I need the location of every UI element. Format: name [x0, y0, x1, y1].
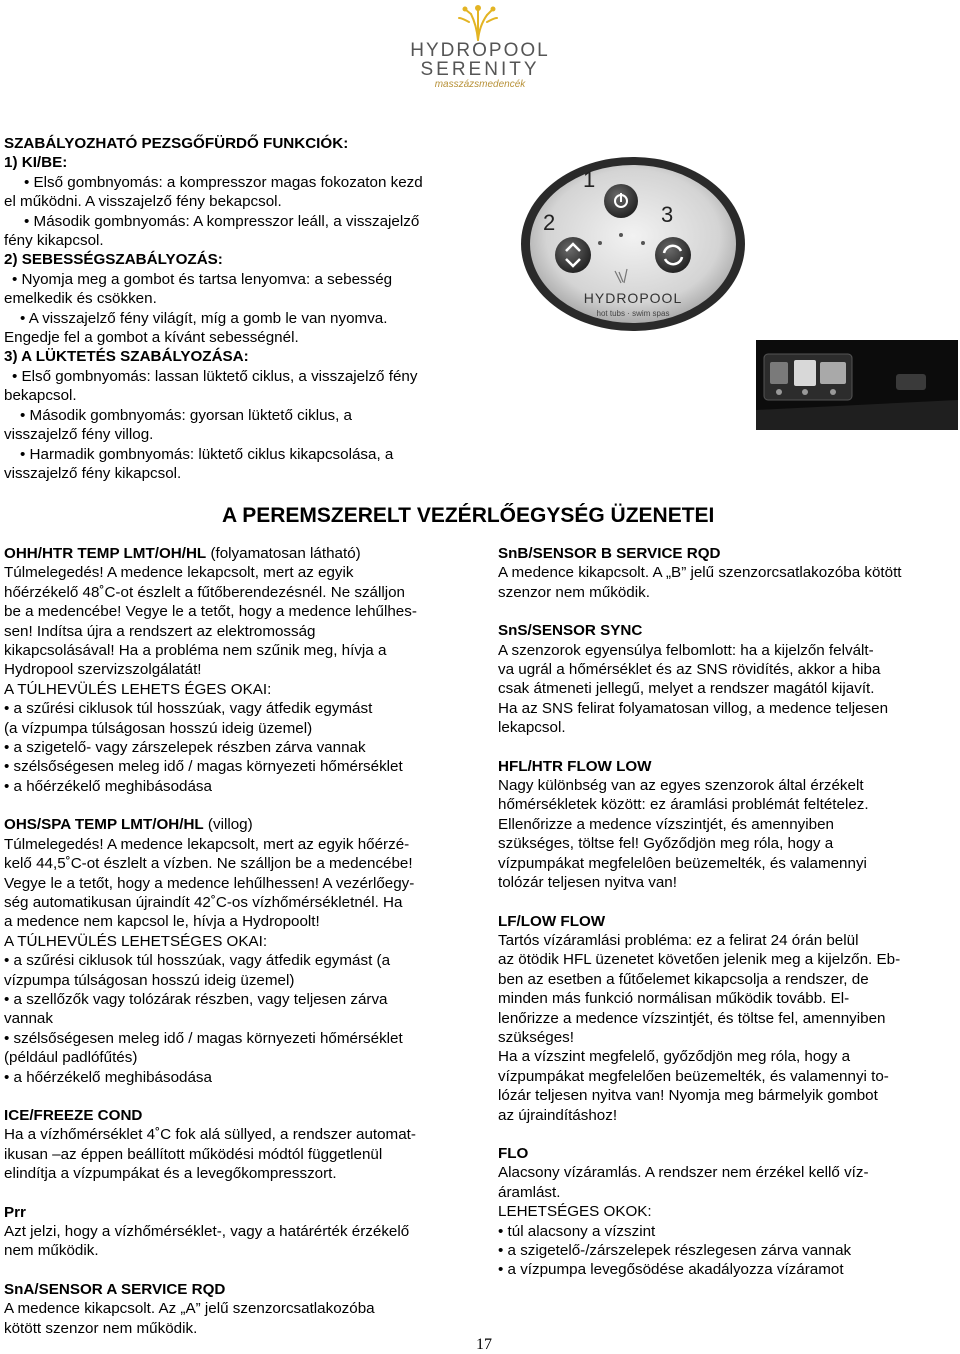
lf-line: minden más funkció normálisan működik tovább. El-: [498, 990, 850, 1008]
pulse-button: [655, 237, 691, 273]
pulse-line: • Harmadik gombnyomás: lüktető ciklus kikapcsolása, a: [20, 445, 394, 463]
speed-line: • A visszajelző fény világít, míg a gomb le van nyomva.: [20, 309, 388, 327]
ohs-line: vízpumpa túlságosan hosszú ideig üzemel): [4, 971, 295, 989]
flo-line: LEHETSÉGES OKOK:: [498, 1203, 652, 1221]
pulse-line: bekapcsol.: [4, 387, 77, 405]
panel-tagline: hot tubs · swim spas: [596, 309, 670, 318]
sns-line: Ha az SNS felirat folyamatosan villog, a medence teljesen: [498, 699, 889, 717]
lf-line: lenőrizze a medence vízszintjét, és töltse fel, amennyiben: [498, 1009, 886, 1027]
topside-controller-image: [756, 340, 958, 430]
panel-brand: HYDROPOOL: [583, 290, 683, 306]
hydropool-logo: [400, 0, 560, 100]
prr-heading: Prr: [4, 1203, 26, 1221]
ohs-line: ség automatikusan újraindít 42˚C-os vízhőmérsékletnél. Ha: [4, 893, 403, 911]
lf-heading: LF/LOW FLOW: [498, 912, 606, 930]
ohh-line: A TÚLHEVÜLÉS LEHETS ÉGES OKAI:: [4, 680, 272, 698]
ohh-heading: OHH/HTR TEMP LMT/OH/HL: [4, 545, 207, 562]
on-off-line: fény kikapcsol.: [4, 232, 104, 250]
on-off-heading: 1) KI/BE:: [4, 154, 68, 172]
prr-line: nem működik.: [4, 1242, 99, 1260]
panel-number-2: 2: [543, 210, 556, 235]
ohh-line: (a vízpumpa túlságosan hosszú ideig üzemel): [4, 719, 313, 737]
functions-section: [4, 134, 480, 483]
logo-text-serenity: SERENITY: [420, 59, 540, 80]
ohs-line: • szélsőségesen meleg idő / magas környezeti hőmérséklet: [4, 1029, 403, 1047]
hfl-line: vízpumpákat megfelelôen beüzemelték, és valamennyi: [498, 854, 867, 872]
sns-line: lekapcsol.: [498, 719, 566, 737]
speed-line: Engedje fel a gombot a kívánt sebességnél.: [4, 329, 299, 347]
ohh-line: Hydropool szervizszolgálatát!: [4, 661, 202, 679]
flo-line: • a szigetelő-/zárszelepek részlegesen zárva vannak: [498, 1242, 852, 1259]
ohh-line: Túlmelegedés! A medence lekapcsolt, mert az egyik: [4, 564, 354, 582]
hfl-line: hőmérsékletek között: ez áramlási problémát feltételez.: [498, 796, 869, 814]
sns-line: va ugrál a hőmérséklet és az SNS rövidítés, akkor a hiba: [498, 661, 881, 679]
logo-subtitle: masszázsmedencék: [434, 79, 526, 90]
lf-line: Ha a vízszint megfelelő, győződjön meg róla, hogy a: [498, 1048, 851, 1066]
ohh-line: • szélsőségesen meleg idő / magas környezeti hőmérséklet: [4, 758, 403, 776]
ohh-line: hőérzékelő 48˚C-ot észlelt a fűtőberendezésnél. Ne szálljon: [4, 583, 406, 601]
panel-number-1: 1: [583, 167, 596, 192]
functions-title: SZABÁLYOZHATÓ PEZSGŐFÜRDŐ FUNKCIÓK:: [4, 135, 349, 152]
lf-line: vízpumpákat megfelelően beüzemelték, és valamennyi to-: [498, 1067, 889, 1085]
ohs-line: Vegye le a tetőt, hogy a medence lehűlhessen! A vezérlőegy-: [4, 874, 415, 892]
sns-line: A szenzorok egyensúlya felbomlott: ha a kijelzőn felvált-: [498, 641, 874, 659]
sns-heading: SnS/SENSOR SYNC: [498, 622, 643, 640]
pulse-heading: 3) A LÜKTETÉS SZABÁLYOZÁSA:: [4, 348, 249, 366]
on-off-line: el működni. A visszajelző fény bekapcsol.: [4, 193, 282, 211]
prr-line: Azt jelzi, hogy a vízhőmérséklet-, vagy a határérték érzékelő: [4, 1223, 410, 1240]
hfl-heading: HFL/HTR FLOW LOW: [498, 757, 652, 775]
ohs-line: • a hőérzékelő meghibásodása: [4, 1068, 212, 1086]
pulse-line: visszajelző fény kikapcsol.: [4, 464, 182, 482]
snb-line: szenzor nem működik.: [498, 583, 650, 601]
logo-text-hydropool: HYDROPOOL: [410, 40, 550, 61]
speed-line: emelkedik és csökken.: [4, 290, 157, 308]
ice-heading: ICE/FREEZE COND: [4, 1106, 143, 1124]
ice-line: ikusan –az éppen beállított működési módtól függetlenül: [4, 1145, 383, 1163]
ohs-line: (például padlófűtés): [4, 1049, 138, 1067]
left-column: [4, 544, 470, 1338]
ohh-line: be a medencébe! Vegye le a tetőt, hogy a medence lehűlhes-: [4, 603, 417, 621]
ohh-line: • a szűrési ciklusok túl hosszúak, vagy átfedik egymást: [4, 700, 373, 718]
on-off-line: • Második gombnyomás: A kompresszor leáll, a visszajelző: [24, 212, 420, 230]
control-panel-image: [521, 157, 746, 332]
speed-heading: 2) SEBESSÉGSZABÁLYOZÁS:: [4, 251, 223, 269]
flo-line: • túl alacsony a vízszint: [498, 1222, 656, 1240]
ohs-line: a medence nem kapcsol le, hívja a Hydropoolt!: [4, 913, 320, 931]
section-heading: A PEREMSZERELT VEZÉRLŐEGYSÉG ÜZENETEI: [222, 504, 715, 527]
ohh-line: kikapcsolásával! Ha a probléma nem szűnik meg, hívja a: [4, 642, 387, 660]
ohh-line: • a hőérzékelő meghibásodása: [4, 777, 212, 795]
panel-number-3: 3: [661, 202, 674, 227]
ohs-line: • a szűrési ciklusok túl hosszúak, vagy átfedik egymást (a: [4, 952, 391, 970]
flo-line: • a vízpumpa levegősödése akadályozza vízáramot: [498, 1261, 844, 1279]
hfl-line: szükséges, töltse fel! Győződjön meg róla, hogy a: [498, 835, 834, 853]
sna-line: kötött szenzor nem működik.: [4, 1319, 198, 1337]
flo-heading: FLO: [498, 1144, 529, 1162]
ohs-line: Túlmelegedés! A medence lekapcsolt, mert az egyik hőérzé-: [4, 835, 410, 853]
right-column: [498, 544, 958, 1280]
ohh-heading-note: (folyamatosan látható): [206, 545, 361, 562]
hfl-line: tolózár teljesen nyitva van!: [498, 874, 677, 892]
ohh-line: • a szigetelő- vagy zárszelepek részben zárva vannak: [4, 739, 366, 757]
snb-heading: SnB/SENSOR B SERVICE RQD: [498, 545, 721, 562]
page-number: 17: [476, 1336, 492, 1353]
hfl-line: Nagy különbség van az egyes szenzorok által érzékelt: [498, 777, 864, 795]
lf-line: ben az esetben a fűtőelemet kikapcsolja a rendszer, de: [498, 970, 869, 988]
sna-heading: SnA/SENSOR A SERVICE RQD: [4, 1280, 226, 1298]
ice-line: Ha a vízhőmérséklet 4˚C fok alá süllyed, a rendszer automat-: [4, 1126, 416, 1144]
ohs-line: A TÚLHEVÜLÉS LEHETSÉGES OKAI:: [4, 932, 268, 950]
pulse-line: • Első gombnyomás: lassan lüktető ciklus, a visszajelző fény: [12, 367, 418, 385]
ohs-heading: OHS/SPA TEMP LMT/OH/HL: [4, 816, 204, 834]
lf-line: Tartós vízáramlási probléma: ez a felirat 24 órán belül: [498, 931, 859, 949]
lf-line: szükséges!: [498, 1028, 574, 1046]
ohs-line: kelő 44,5˚C-ot észlelt a vízben. Ne szálljon be a medencébe!: [4, 855, 413, 873]
flo-line: Alacsony vízáramlás. A rendszer nem érzékel kellő víz-: [498, 1164, 869, 1182]
speed-line: • Nyomja meg a gombot és tartsa lenyomva: a sebesség: [12, 270, 393, 288]
flo-line: áramlást.: [498, 1183, 561, 1201]
sns-line: csak átmeneti jellegű, melyet a rendszer magától kijavít.: [498, 680, 875, 698]
lf-line: az újraindításhoz!: [498, 1106, 618, 1124]
pulse-line: visszajelző fény villog.: [4, 426, 154, 444]
ohs-line: • a szellőzők vagy tolózárak részben, vagy teljesen zárva: [4, 990, 388, 1008]
starburst-logo-icon: [453, 2, 503, 42]
lf-line: lózár teljesen nyitva van! Nyomja meg bármelyik gombot: [498, 1087, 878, 1105]
ohs-heading-note: (villog): [203, 816, 253, 834]
hfl-line: Ellenőrizze a medence vízszintjét, és amennyiben: [498, 815, 834, 833]
ohh-line: sen! Indítsa újra a rendszert az elektromosság: [4, 622, 316, 640]
snb-line: A medence kikapcsolt. A „B” jelű szenzorcsatlakozóba kötött: [498, 564, 902, 582]
ohs-line: vannak: [4, 1010, 53, 1028]
sna-line: A medence kikapcsolt. Az „A” jelű szenzorcsatlakozóba: [4, 1300, 375, 1318]
lf-line: az ötödik HFL üzenetet követően jelenik meg a kijelzőn. Eb-: [498, 951, 901, 969]
pulse-line: • Második gombnyomás: gyorsan lüktető ciklus, a: [20, 406, 352, 424]
ice-line: elindítja a vízpumpákat és a levegőkompresszort.: [4, 1165, 337, 1183]
on-off-line: • Első gombnyomás: a kompresszor magas fokozaton kezd: [24, 173, 423, 191]
